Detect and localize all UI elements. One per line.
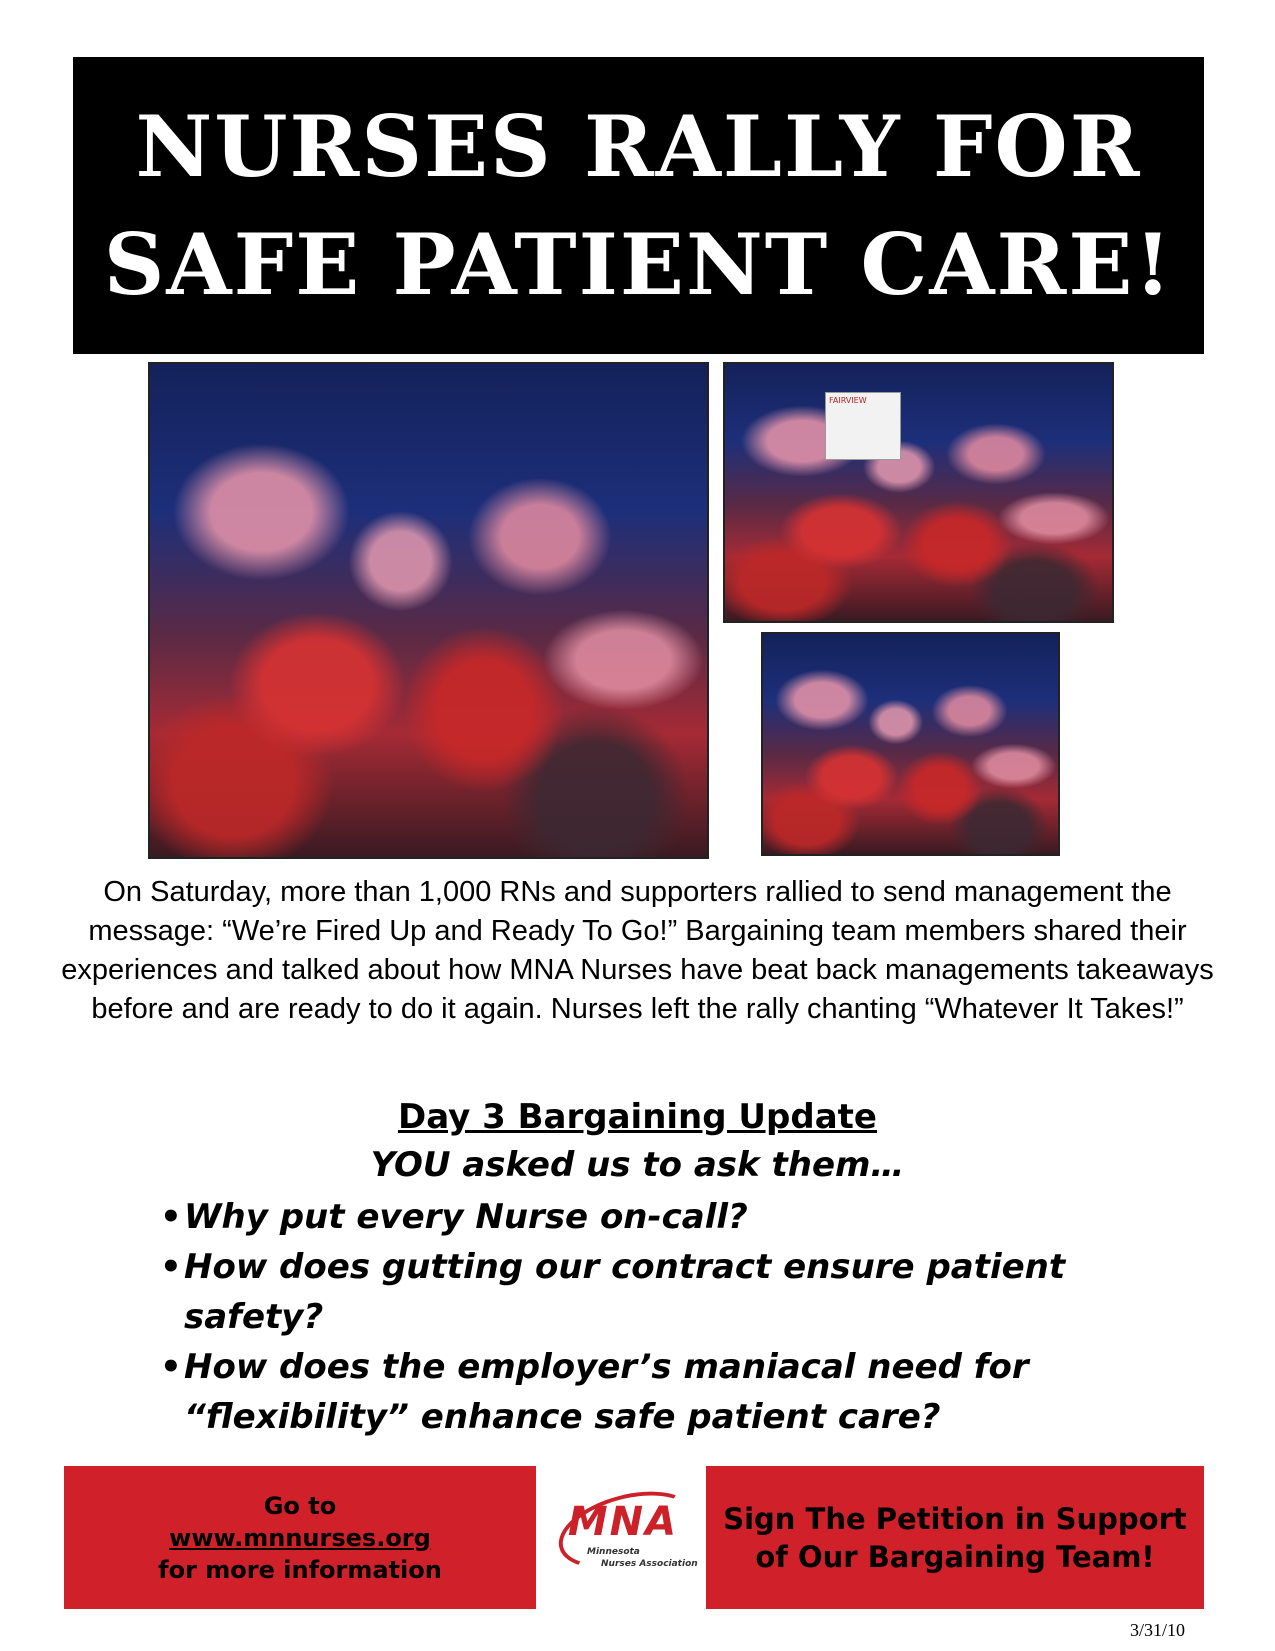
headline-line-2: SAFE PATIENT CARE!	[103, 214, 1174, 314]
logo-mark: MNA	[567, 1499, 679, 1545]
question-item: • How does the employer’s maniacal need for “flexibility” enhance safe patient care?	[160, 1342, 1200, 1442]
mna-logo	[553, 1487, 698, 1583]
document-date: 3/31/10	[1129, 1620, 1185, 1640]
headline-banner	[73, 57, 1204, 354]
rally-sign-text: FAIRVIEW	[829, 396, 867, 405]
rally-photo-top-right	[723, 362, 1114, 623]
rally-photo-main	[148, 362, 709, 859]
question-list	[160, 1192, 1200, 1442]
question-item: • Why put every Nurse on-call?	[160, 1192, 1200, 1242]
website-info-box	[64, 1466, 536, 1609]
website-link[interactable]: www.mnnurses.org	[169, 1523, 431, 1552]
petition-text: Sign The Petition in Support of Our Bargaining Team!	[723, 1501, 1187, 1574]
rally-sign	[825, 392, 901, 460]
website-more-info-text: for more information	[158, 1555, 442, 1584]
rally-caption: On Saturday, more than 1,000 RNs and supporters rallied to send management the message: “We’re Fired Up and Ready To Go!” Bargaining team members shared their experiences and talked about how MNA Nurses have beat back managements takeaways before and are ready to do it again. Nurses left the rally chanting “Whatever It Takes!”	[61, 876, 1214, 1025]
petition-box	[706, 1466, 1204, 1609]
logo-subtitle-2: Nurses Association	[601, 1559, 698, 1569]
update-title: Day 3 Bargaining Update	[398, 1097, 877, 1137]
question-item: • How does gutting our contract ensure patient safety?	[160, 1242, 1200, 1342]
logo-subtitle-1: Minnesota	[587, 1547, 640, 1557]
rally-photo-bottom-right	[761, 632, 1060, 856]
headline-line-1: NURSES RALLY FOR	[135, 96, 1142, 196]
update-subtitle: YOU asked us to ask them…	[370, 1145, 905, 1185]
website-goto-text: Go to	[263, 1491, 337, 1520]
